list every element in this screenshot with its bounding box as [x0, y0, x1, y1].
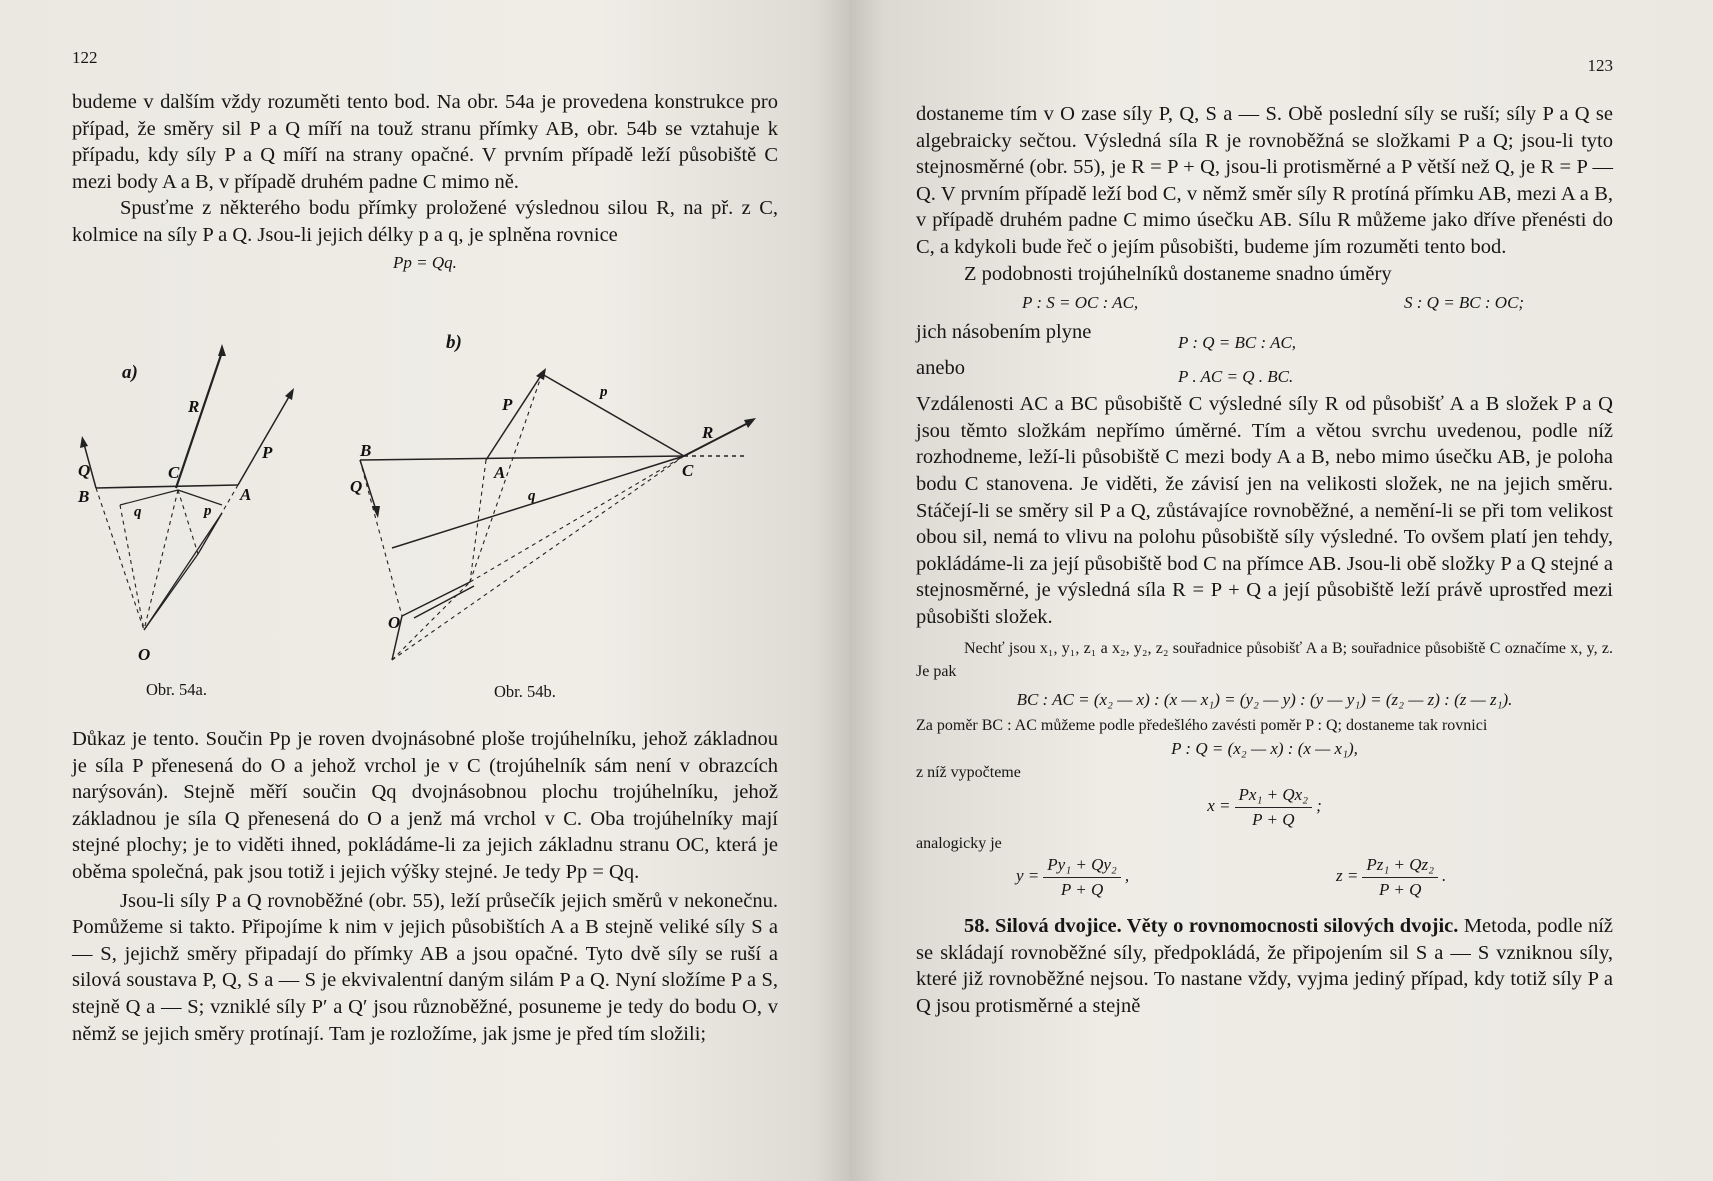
figure-54b-diagram — [346, 360, 766, 680]
label-r-a: R — [188, 397, 200, 416]
right-page — [850, 0, 1713, 1181]
perp-q-a — [120, 490, 178, 505]
small-text-1: Nechť jsou x₁, y₁, z₁ a x₂, y₂, z₂ souřadnice působišť A a B; souřadnice působiště C označíme x, y, z. Je pak — [916, 639, 1613, 680]
small-text-2: Za poměr BC : AC můžeme podle předešlého zavésti poměr P : Q; dostaneme tak rovnici — [916, 716, 1488, 734]
perp-p-a — [178, 490, 222, 505]
eq-ratio-left: P : S = OC : AC, — [1022, 293, 1139, 313]
left-text-bottom — [72, 726, 778, 1047]
eq-pq-2: P : Q = (x₂ — x) : (x — x₁), — [1171, 739, 1358, 758]
left-text-top — [72, 89, 778, 273]
formula-y: y = $\frac{\text{Py₁ + Qy₂}}{P + Q}$ , — [1016, 855, 1130, 899]
label-r-b: R — [702, 423, 714, 442]
left-page — [0, 0, 850, 1181]
label-c-a: C — [168, 463, 180, 482]
left-para-4: Jsou-li síly P a Q rovnoběžné (obr. 55), leží průsečík jejich směrů v nekonečnu. Pomůžeme si takto. Připojíme k nim v jejich působištích A a B stejně veliké síly S a — S, jejichž směry připadají do přímky AB a jsou opačné. Tyto dvě síly se ruší a silová soustava P, Q, S a — S je ekvivalentní daným silám P a Q. Nyní složíme P a S, stejně Q a — S; vzniklé síly P′ a Q′ jsou různoběžné, posuneme je tedy do bodu O, v němž se jejich směry protínají. Tam je rozložíme, jak jsme je před tím složili; — [72, 889, 778, 1045]
force-p-a — [238, 395, 290, 485]
page-number-right: 123 — [1587, 56, 1613, 75]
line-bc-b — [360, 456, 684, 460]
text-jich: jich násobením plyne — [916, 321, 1092, 344]
ratio-equations — [916, 291, 1613, 319]
eq-bc-ac: BC : AC = (x₂ — x) : (x — x₁) = (y₂ — y) : (y — y₁) = (z₂ — z) : (z — z₁). — [1016, 689, 1513, 709]
label-p-small-b: p — [600, 384, 608, 400]
text-anebo: anebo — [916, 357, 965, 380]
formula-yz — [916, 855, 1613, 903]
right-para-1: dostaneme tím v O zase síly P, Q, S a — S. Obě poslední síly se ruší; síly P a Q se algebraicky sečtou. Výsledná síla R je rovnoběžná se složkami P a Q; jsou-li tyto stejnosměrné (obr. 55), je R = P + Q, jsou-li protisměrné a P větší než Q, je R = P — Q. V prvním případě leží bod C, v němž směr síly R protíná přímku AB, mezi A a B, v případě druhém padne C mimo úsečku AB. Sílu R můžeme jako dříve přenésti do C, a kdykoli bude řeč o jejím působišti, budeme jím rozuměti tento bod. — [916, 103, 1613, 258]
label-p-a: P — [262, 443, 273, 462]
small-text-3: z níž vypočteme — [916, 764, 1021, 781]
small-text-4: analogicky je — [916, 834, 1002, 852]
label-o-b: O — [388, 613, 401, 632]
section-heading-58: 58. Silová dvojice. Věty o rovnomocnosti silových dvojic. — [964, 915, 1459, 937]
label-b-b: B — [360, 441, 372, 460]
left-para-1: budeme v dalším vždy rozuměti tento bod. Na obr. 54a je provedena konstrukce pro případ, že směry sil P a Q míří na touž stranu přímky AB, obr. 54b se vztahuje k případu, kdy síly P a Q míří na strany opačné. V prvním případě leží působiště C mezi body A a B, v případě druhém padne C mimo ně. — [72, 91, 778, 193]
figure-a-label: a) — [122, 362, 138, 383]
figure-b-label: b) — [446, 332, 462, 353]
force-p-b — [486, 374, 542, 460]
right-para-2: Z podobnosti trojúhelníků dostaneme snadno úměry — [964, 262, 1392, 285]
caption-54a: Obr. 54a. — [146, 680, 207, 699]
formula-x: x = $\frac{\text{Px₁ + Qx₂}}{P + Q}$ ; — [1207, 784, 1322, 829]
label-c-b: C — [682, 461, 694, 480]
label-p-b: P — [502, 395, 513, 414]
formula-z: z = $\frac{\text{Pz₁ + Qz₂}}{P + Q}$ . — [1336, 855, 1447, 899]
line-ab-a — [96, 485, 238, 488]
force-r-a — [176, 352, 222, 488]
label-a-b: A — [494, 463, 506, 482]
figure-54a-diagram — [78, 340, 310, 664]
right-para-4-text: Metoda, podle níž se skládají rovnoběžné síly, předpokládá, že připojením sil S a — S vzniknou síly, které již rovnoběžné nejsou. To nastane vždy, vyjma jediný případ, kdy totiž síly P a Q jsou protisměrné a stejně — [916, 915, 1613, 1017]
label-p-small-a: p — [204, 503, 212, 519]
page-number-left: 122 — [72, 48, 98, 67]
force-q-b — [360, 460, 376, 510]
right-para-4 — [916, 913, 1613, 1019]
eq-pac: P . AC = Q . BC. — [1178, 367, 1294, 387]
eq-pq: P : Q = BC : AC, — [1178, 333, 1297, 353]
right-text-top — [916, 101, 1613, 1019]
label-b-a: B — [78, 487, 90, 506]
label-o-a: O — [138, 645, 151, 664]
label-q-small-a: q — [134, 504, 142, 520]
right-para-3: Vzdálenosti AC a BC působiště C výsledné síly R od působišť A a B složek P a Q jsou těmto složkám nepřímo úměrné. Tím a větou svrchu uvedenou, podle níž rozhodneme, leží-li působiště C mezi body A a B, nebo mimo úsečku AB, je poloha bodu C stanovena. Je viděti, že závisí jen na velikosti složek, ne na jejich směru. Stáčejí-li se směry sil P a Q, zůstávajíce rovnoběžné, a nemění-li se při tom velikost obou sil, nemá to vlivu na polohu působiště síly výsledné. To ovšem platí jen tehdy, pokládáme-li za její působiště bod C na přímce AB. Jsou-li obě složky P a Q stejné a stejnosměrné, je výsledná síla R = P + Q a její působiště leží právě uprostřed mezi působišti složek. — [916, 393, 1613, 628]
label-q-a: Q — [78, 461, 91, 480]
label-q-small-b: q — [528, 488, 536, 504]
label-q-b: Q — [350, 477, 363, 496]
multiplication-block — [916, 319, 1613, 387]
equation-pp-qq: Pp = Qq. — [393, 252, 457, 272]
caption-54b: Obr. 54b. — [494, 682, 556, 701]
left-para-3: Důkaz je tento. Součin Pp je roven dvojnásobné ploše trojúhelníku, jehož základnou je síla P přenesená do O a jehož vrchol je v C (trojúhelník sám není v obrazcích narýsován). Stejně měří součin Qq dvojnásobnou plochu trojúhelníku, jehož základnou je síla Q přenesená do O a jenž má vrchol v C. Oba trojúhelníky mají stejné plochy; je to viděti ihned, pokládáme-li za jejich základnu stranu OC, která je oběma společná, pak jsou totiž i jejich výšky stejné. Je tedy Pp = Qq. — [72, 728, 778, 883]
eq-ratio-right: S : Q = BC : OC; — [1404, 293, 1525, 313]
label-a-a: A — [240, 485, 252, 504]
left-para-2: Spusťme z některého bodu přímky proložené výslednou silou R, na př. z C, kolmice na síly P a Q. Jsou-li jejich délky p a q, je splněna rovnice — [72, 197, 778, 246]
